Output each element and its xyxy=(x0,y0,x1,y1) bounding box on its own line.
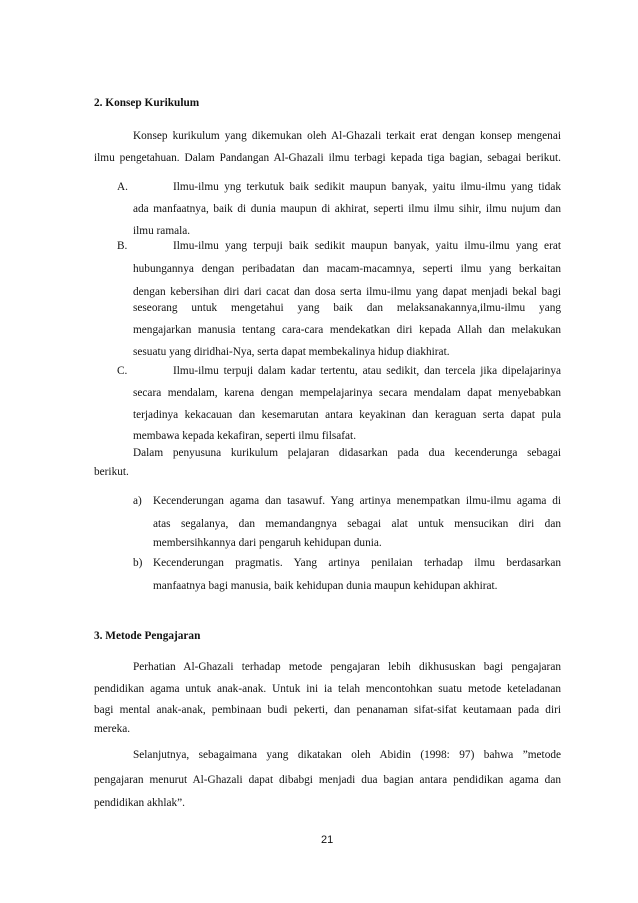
list-marker: C. xyxy=(117,365,128,377)
paragraph-line: Konsep kurikulum yang dikemukan oleh Al-Ghazali terkait erat dengan konsep mengenai xyxy=(133,130,561,142)
paragraph-line: pendidikan agama untuk anak-anak. Untuk ini ia telah mencontohkan suatu metode keteladanan xyxy=(94,683,561,695)
section-heading-konsep-kurikulum: 2. Konsep Kurikulum xyxy=(94,97,200,109)
sublist-item-line: Kecenderungan pragmatis. Yang artinya penilaian terhadap ilmu berdasarkan xyxy=(153,557,561,569)
list-marker: A. xyxy=(117,181,128,193)
list-item-line: terjadinya kekacauan dan kesemarutan antara keyakinan dan keraguan serta dapat pula xyxy=(133,409,561,421)
sublist-marker: a) xyxy=(133,495,142,507)
paragraph-line: pendidikan akhlak”. xyxy=(94,797,185,809)
list-item-line: secara mendalam, karena dengan mempelajarinya secara mendalam dapat menyebabkan xyxy=(133,387,561,399)
list-item-line: ilmu ramala. xyxy=(133,225,191,237)
sublist-marker: b) xyxy=(133,557,143,569)
page-number: 21 xyxy=(321,834,334,846)
paragraph-line: bagi mental anak-anak, pembinaan budi pekerti, dan penanaman sifat-sifat keutamaan pada diri xyxy=(94,704,561,716)
list-item-line: seseorang untuk mengetahui yang baik dan melaksanakannya,ilmu-ilmu yang xyxy=(133,302,561,314)
list-marker: B. xyxy=(117,240,128,252)
list-item-line: dengan kebersihan diri dari cacat dan dosa serta ilmu-ilmu yang dapat menjadi bekal bagi xyxy=(133,286,561,298)
sublist-item-line: manfaatnya bagi manusia, baik kehidupan dunia maupun kehidupan akhirat. xyxy=(153,580,498,592)
sublist-item-line: atas segalanya, dan memandangnya sebagai alat untuk mensucikan diri dan xyxy=(153,518,561,530)
list-item-line: hubungannya dengan peribadatan dan macam-macamnya, seperti ilmu yang berkaitan xyxy=(133,263,561,275)
paragraph-line: mereka. xyxy=(94,723,131,735)
paragraph-line: berikut. xyxy=(94,466,129,478)
list-item-line: mengajarkan manusia tentang cara-cara mendekatkan diri kepada Allah dan melakukan xyxy=(133,324,561,336)
list-item-line: Ilmu-ilmu yang terpuji baik sedikit maupun banyak, yaitu ilmu-ilmu yang erat xyxy=(173,240,561,252)
paragraph-line: pengajaran menurut Al-Ghazali dapat dibabgi menjadi dua bagian antara pendidikan agama dan xyxy=(94,774,561,786)
list-item-line: ada manfaatnya, baik di dunia maupun di akhirat, seperti ilmu ilmu sihir, ilmu nujum dan xyxy=(133,203,561,215)
paragraph-line: ilmu pengetahuan. Dalam Pandangan Al-Ghazali ilmu terbagi kepada tiga bagian, sebagai berikut. xyxy=(94,152,561,164)
list-item-line: Ilmu-ilmu yng terkutuk baik sedikit maupun banyak, yaitu ilmu-ilmu yang tidak xyxy=(173,181,561,193)
paragraph-line: Perhatian Al-Ghazali terhadap metode pengajaran lebih dikhususkan bagi pengajaran xyxy=(133,661,561,673)
list-item-line: sesuatu yang diridhai-Nya, serta dapat membekalinya hidup diakhirat. xyxy=(133,346,450,358)
list-item-line: Ilmu-ilmu terpuji dalam kadar tertentu, atau sedikit, dan tercela jika dipelajarinya xyxy=(173,365,561,377)
sublist-item-line: membersihkannya dari pengaruh kehidupan dunia. xyxy=(153,537,382,549)
sublist-item-line: Kecenderungan agama dan tasawuf. Yang artinya menempatkan ilmu-ilmu agama di xyxy=(153,495,561,507)
paragraph-line: Dalam penyusuna kurikulum pelajaran didasarkan pada dua kecenderunga sebagai xyxy=(133,447,561,459)
paragraph-line: Selanjutnya, sebagaimana yang dikatakan oleh Abidin (1998: 97) bahwa ”metode xyxy=(133,749,561,761)
section-heading-metode-pengajaran: 3. Metode Pengajaran xyxy=(94,630,201,642)
list-item-line: membawa kepada kekafiran, seperti ilmu filsafat. xyxy=(133,430,357,442)
